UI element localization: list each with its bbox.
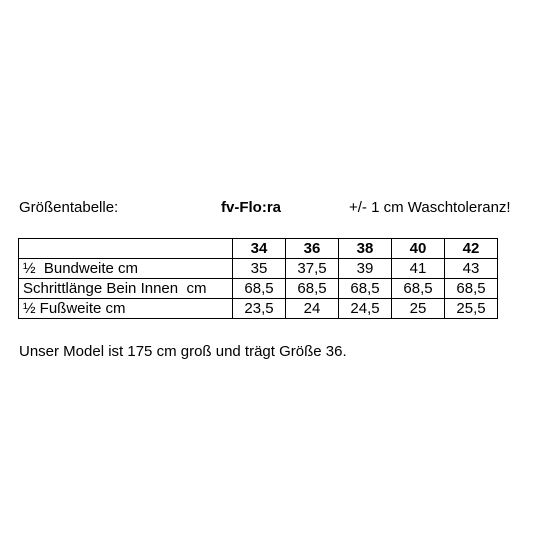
- table-cell: 25: [392, 299, 445, 319]
- table-cell: 68,5: [339, 279, 392, 299]
- table-cell: 43: [445, 259, 498, 279]
- row-label: Schrittlänge Bein Innen cm: [19, 279, 233, 299]
- table-header-cell: [19, 239, 233, 259]
- wash-tolerance-note: +/- 1 cm Waschtoleranz!: [349, 199, 511, 216]
- header-line: [0, 199, 550, 219]
- table-header-cell: 38: [339, 239, 392, 259]
- table-header-cell: 36: [286, 239, 339, 259]
- row-label: ½ Bundweite cm: [19, 259, 233, 279]
- table-cell: 68,5: [445, 279, 498, 299]
- table-header-cell: 34: [233, 239, 286, 259]
- table-header-row: [19, 239, 498, 259]
- table-cell: 24,5: [339, 299, 392, 319]
- table-header-cell: 42: [445, 239, 498, 259]
- table-cell: 23,5: [233, 299, 286, 319]
- table-cell: 68,5: [392, 279, 445, 299]
- table-cell: 25,5: [445, 299, 498, 319]
- size-table: [18, 238, 498, 319]
- table-row: [19, 299, 498, 319]
- table-cell: 68,5: [286, 279, 339, 299]
- table-cell: 35: [233, 259, 286, 279]
- table-header-cell: 40: [392, 239, 445, 259]
- table-cell: 37,5: [286, 259, 339, 279]
- model-note: Unser Model ist 175 cm groß und trägt Größe 36.: [19, 343, 347, 360]
- table-cell: 41: [392, 259, 445, 279]
- size-chart-title: Größentabelle:: [19, 199, 119, 216]
- table-cell: 68,5: [233, 279, 286, 299]
- row-label: ½ Fußweite cm: [19, 299, 233, 319]
- table-cell: 39: [339, 259, 392, 279]
- table-row: [19, 279, 498, 299]
- product-name: fv-Flo:ra: [221, 199, 281, 216]
- table-cell: 24: [286, 299, 339, 319]
- table-row: [19, 259, 498, 279]
